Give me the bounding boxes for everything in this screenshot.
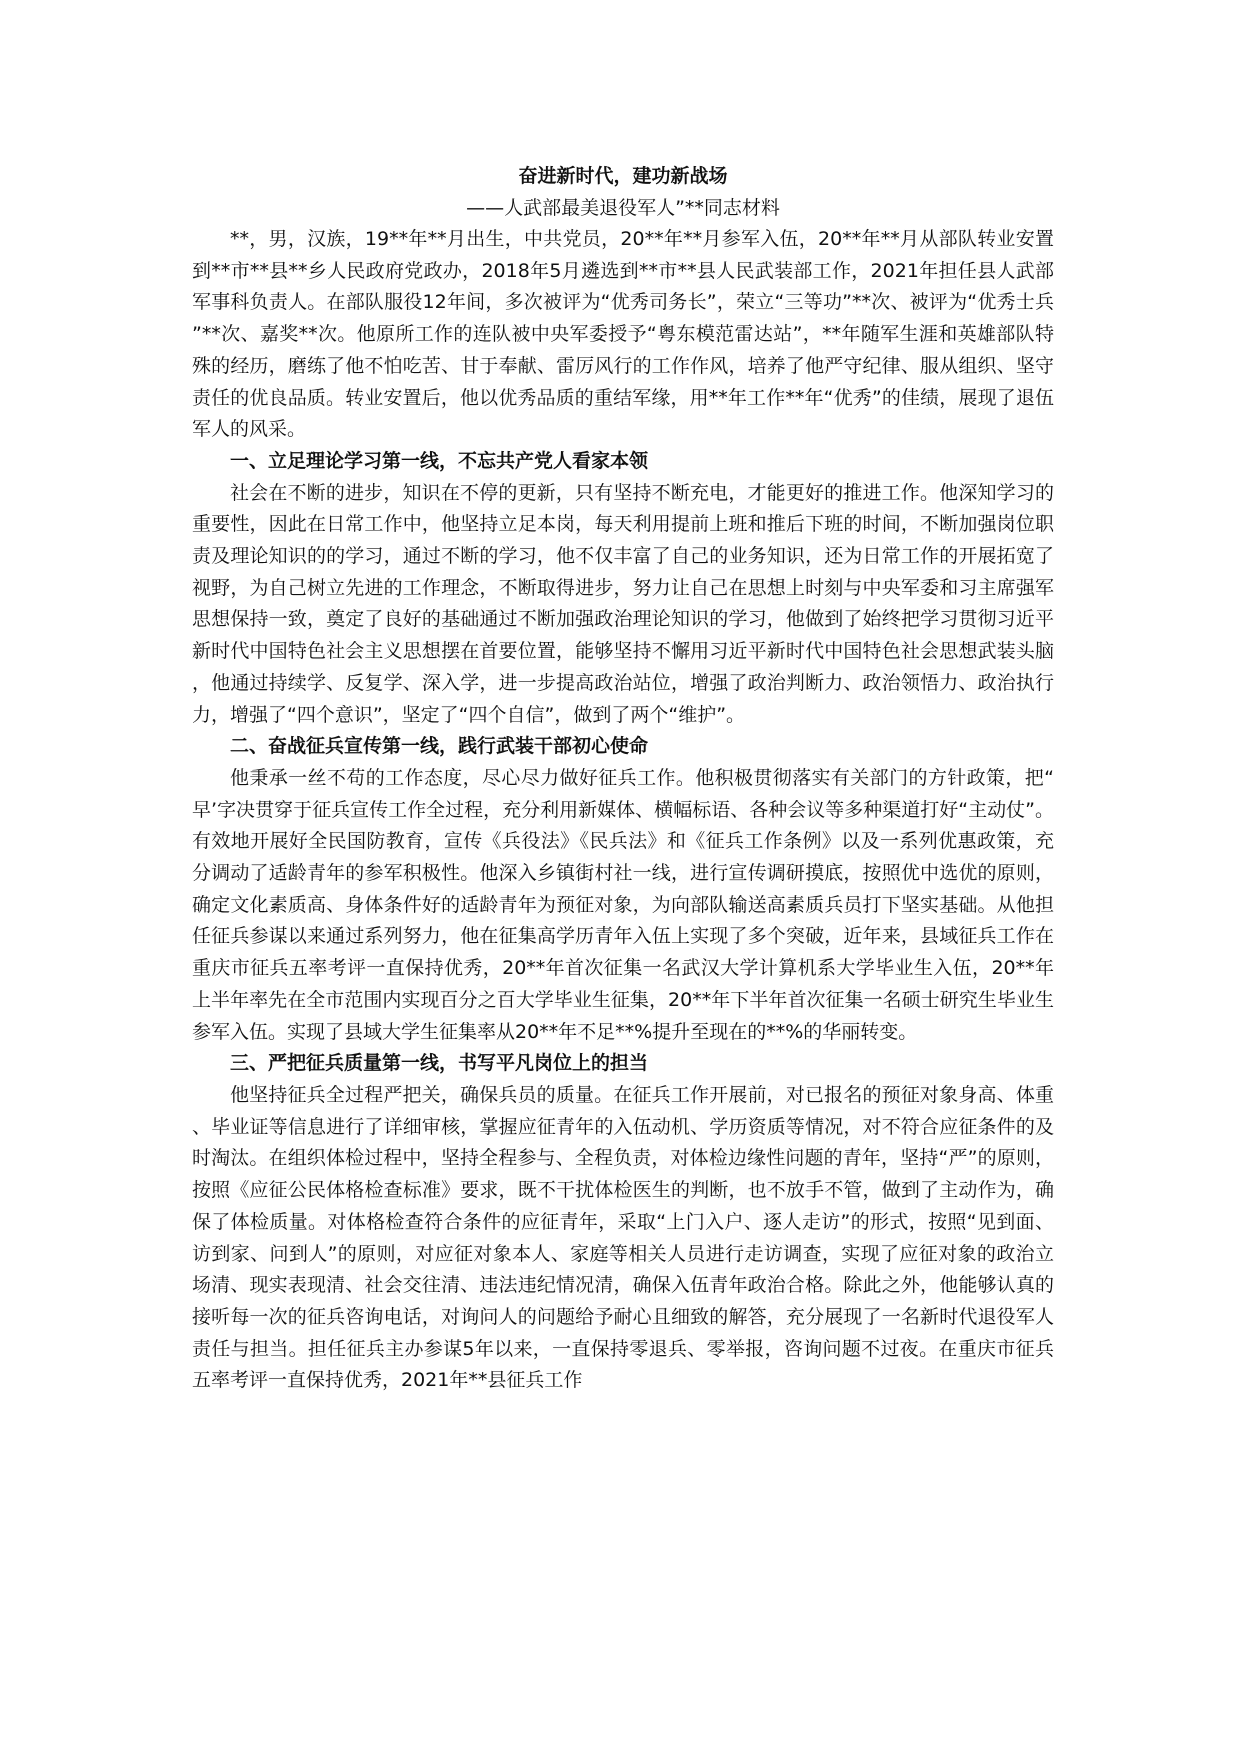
document-subtitle: ——人武部最美退役军人”**同志材料 — [466, 197, 780, 219]
document-title: 奋进新时代，建功新战场 — [518, 165, 728, 187]
document-page — [192, 160, 1054, 1397]
section-2-heading: 二、奋战征兵宣传第一线，践行武装干部初心使命 — [230, 735, 649, 758]
section-3-heading: 三、严把征兵质量第一线，书写平凡岗位上的担当 — [230, 1052, 649, 1075]
section-1-body: 社会在不断的进步，知识在不停的更新，只有坚持不断充电，才能更好的推进工作。他深知学习的重要性，因此在日常工作中，他坚持立足本岗，每天利用提前上班和推后下班的时间，不断加强岗位职责及理论知识的的学习，通过不断的学习，他不仅丰富了自己的业务知识，还为日常工作的开展拓宽了视野，为自己树立先进的工作理念，不断取得进步，努力让自己在思想上时刻与中央军委和习主席强军思想保持一致，奠定了良好的基础通过不断加强政治理论知识的学习，他做到了始终把学习贯彻习近平新时代中国特色社会主义思想摆在首要位置，能够坚持不懈用习近平新时代中国特色社会思想武装头脑，他通过持续学、反复学、深入学，进一步提高政治站位，增强了政治判断力、政治领悟力、政治执行力，增强了“四个意识”，坚定了“四个自信”，做到了两个“维护”。 — [192, 481, 1054, 726]
intro-paragraph: **，男，汉族，19**年**月出生，中共党员，20**年**月参军入伍，20**年**月从部队转业安置到**市**县**乡人民政府党政办，2018年5月遴选到**市**县人民武装部工作，2021年担任县人武部军事科负责人。在部队服役12年间，多次被评为“优秀司务长”，荣立“三等功”**次、被评为“优秀士兵”**次、嘉奖**次。他原所工作的连队被中央军委授予“粤东模范雷达站”，**年随军生涯和英雄部队特殊的经历，磨练了他不怕吃苦、甘于奉献、雷厉风行的工作作风，培养了他严守纪律、服从组织、坚守责任的优良品质。转业安置后，他以优秀品质的重结军缘，用**年工作**年“优秀”的佳绩，展现了退伍军人的风采。 — [192, 228, 1054, 441]
section-2-body: 他秉承一丝不苟的工作态度，尽心尽力做好征兵工作。他积极贯彻落实有关部门的方针政策，把“早’字决贯穿于征兵宣传工作全过程，充分利用新媒体、横幅标语、各种会议等多种渠道打好“主动仗”。有效地开展好全民国防教育，宣传《兵役法》《民兵法》和《征兵工作条例》以及一系列优惠政策，充分调动了适龄青年的参军积极性。他深入乡镇街村社一线，进行宣传调研摸底，按照优中选优的原则，确定文化素质高、身体条件好的适龄青年为预征对象，为向部队输送高素质兵员打下坚实基础。从他担任征兵参谋以来通过系列努力，他在征集高学历青年入伍上实现了多个突破，近年来，县域征兵工作在重庆市征兵五率考评一直保持优秀，20**年首次征集一名武汉大学计算机系大学毕业生入伍，20**年上半年率先在全市范围内实现百分之百大学毕业生征集，20**年下半年首次征集一名硕士研究生毕业生参军入伍。实现了县域大学生征集率从20**年不足**%提升至现在的**%的华丽转变。 — [192, 766, 1054, 1043]
section-1-heading: 一、立足理论学习第一线，不忘共产党人看家本领 — [230, 449, 649, 472]
section-3-body: 他坚持征兵全过程严把关，确保兵员的质量。在征兵工作开展前，对已报名的预征对象身高、体重、毕业证等信息进行了详细审核，掌握应征青年的入伍动机、学历资质等情况，对不符合应征条件的及时淘汰。在组织体检过程中，坚持全程参与、全程负责，对体检边缘性问题的青年，坚持“严”的原则，按照《应征公民体格检查标准》要求，既不干扰体检医生的判断，也不放手不管，做到了主动作为，确保了体检质量。对体格检查符合条件的应征青年，采取“上门入户、逐人走访”的形式，按照“见到面、访到家、问到人”的原则，对应征对象本人、家庭等相关人员进行走访调查，实现了应征对象的政治立场清、现实表现清、社会交往清、违法违纪情况清，确保入伍青年政治合格。除此之外，他能够认真的接听每一次的征兵咨询电话，对询问人的问题给予耐心且细致的解答，充分展现了一名新时代退役军人责任与担当。担任征兵主办参谋5年以来，一直保持零退兵、零举报，咨询问题不过夜。在重庆市征兵五率考评一直保持优秀，2021年**县征兵工作 — [192, 1083, 1054, 1392]
